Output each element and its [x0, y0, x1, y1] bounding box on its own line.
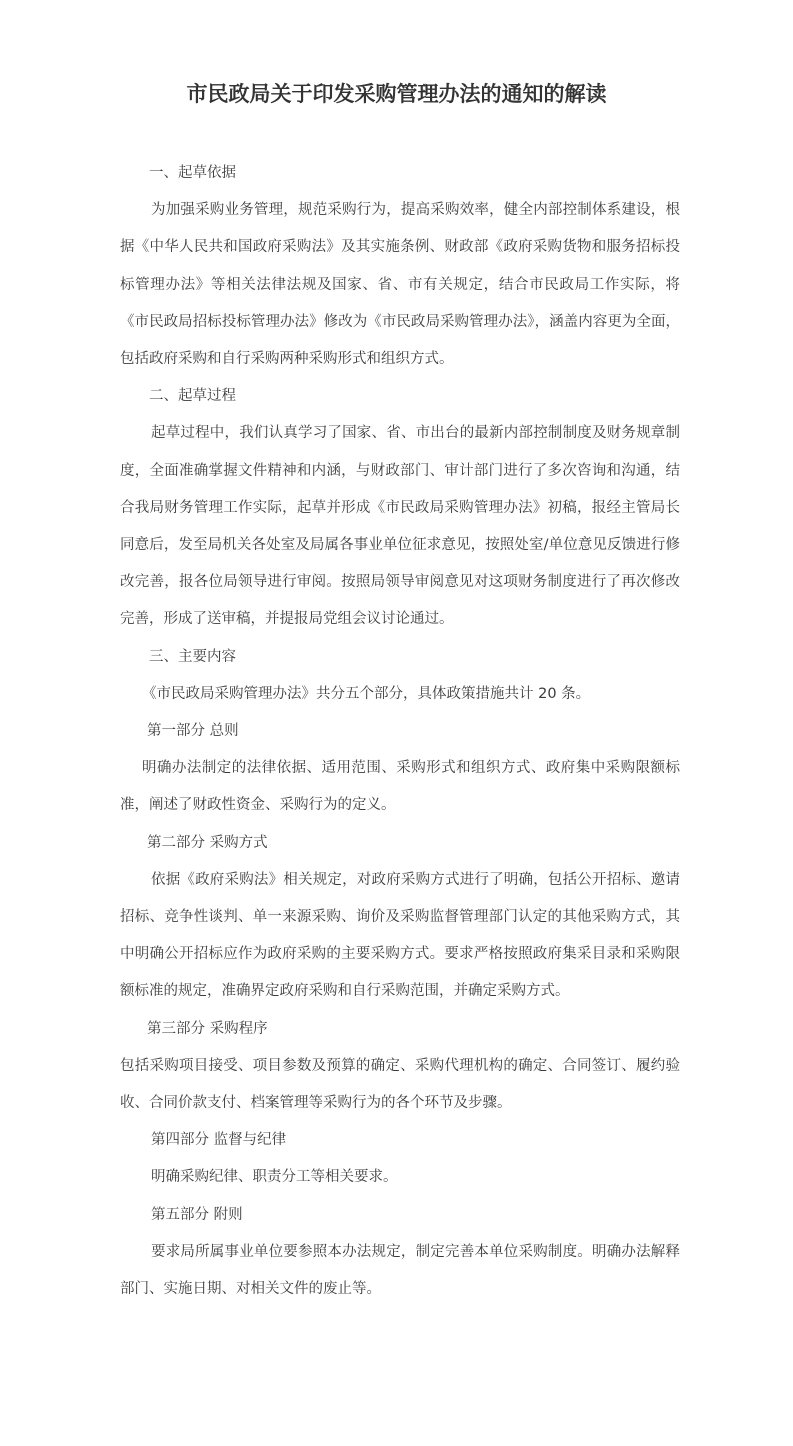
paragraph-supplementary: 要求局所属事业单位要参照本办法规定，制定完善本单位采购制度。明确办法解释部门、实施日期、对相关文件的废止等。 [120, 1243, 680, 1298]
section-heading-basis: 一、起草依据 [149, 165, 236, 181]
document-body [120, 155, 680, 1308]
paragraph-supervision: 明确采购纪律、职责分工等相关要求。 [151, 1169, 398, 1186]
paragraph-process: 起草过程中，我们认真学习了国家、省、市出台的最新内部控制制度及财务规章制度，全面准确掌握文件精神和内涵，与财政部门、审计部门进行了多次咨询和沟通，结合我局财务管理工作实际，起草并形成《市民政局采购管理办法》初稿，报经主管局长同意后，发至局机关各处室及局属各事业单位征求意见，按照处室/单位意见反馈进行修改完善，报各位局领导进行审阅。按照局领导审阅意见对这项财务制度进行了再次修改完善，形成了送审稿，并提报局党组会议讨论通过。 [120, 425, 680, 628]
paragraph-basis: 为加强采购业务管理，规范采购行为，提高采购效率，健全内部控制体系建设，根据《中华人民共和国政府采购法》及其实施条例、财政部《政府采购货物和服务招标投标管理办法》等相关法律法规及国家、省、市有关规定，结合市民政局工作实际，将《市民政局招标投标管理办法》修改为《市民政局采购管理办法》，涵盖内容更为全面，包括政府采购和自行采购两种采购形式和组织方式。 [120, 202, 680, 368]
paragraph-content-intro: 《市民政局采购管理办法》共分五个部分，具体政策措施共计 20 条。 [142, 685, 591, 702]
part-heading-procedure: 第三部分 采购程序 [147, 1020, 268, 1037]
part-heading-supplementary: 第五部分 附则 [151, 1206, 243, 1223]
paragraph-methods: 依据《政府采购法》相关规定，对政府采购方式进行了明确，包括公开招标、邀请招标、竞争性谈判、单一来源采购、询价及采购监督管理部门认定的其他采购方式，其中明确公开招标应作为政府采购的主要采购方式。要求严格按照政府集采目录和采购限额标准的规定，准确界定政府采购和自行采购范围，并确定采购方式。 [120, 871, 680, 1000]
paragraph-procedure: 包括采购项目接受、项目参数及预算的确定、采购代理机构的确定、合同签订、履约验收、合同价款支付、档案管理等采购行为的各个环节及步骤。 [120, 1057, 680, 1112]
paragraph-general: 明确办法制定的法律依据、适用范围、采购形式和组织方式、政府集中采购限额标准，阐述了财政性资金、采购行为的定义。 [120, 760, 680, 814]
part-heading-general: 第一部分 总则 [147, 723, 239, 740]
part-heading-supervision: 第四部分 监督与纪律 [151, 1132, 287, 1149]
section-heading-content: 三、主要内容 [149, 648, 236, 665]
document-title: 市民政局关于印发采购管理办法的通知的解读 [186, 82, 607, 106]
part-heading-methods: 第二部分 采购方式 [147, 834, 268, 851]
section-heading-process: 二、起草过程 [149, 388, 236, 405]
